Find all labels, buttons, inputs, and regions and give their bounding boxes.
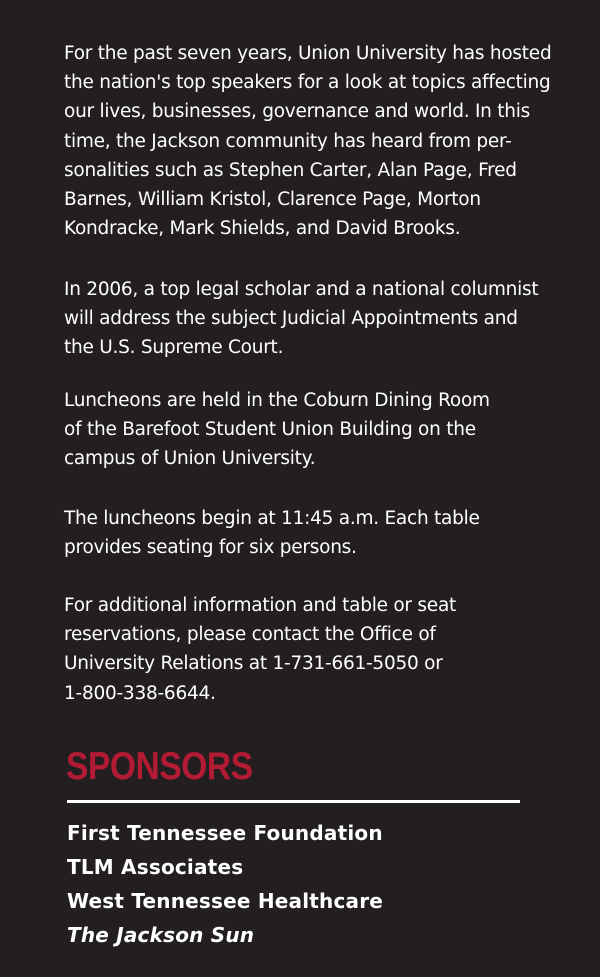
sponsor-item: First Tennessee Foundation <box>67 821 383 845</box>
paragraph-line: of the Barefoot Student Union Building on the <box>64 419 476 441</box>
sponsor-list <box>67 816 383 952</box>
paragraph-line: For the past seven years, Union University has hosted <box>64 43 552 64</box>
topic-paragraph <box>64 275 538 363</box>
paragraph-line: Barnes, William Kristol, Clarence Page, Morton <box>64 189 481 211</box>
paragraph-line: our lives, businesses, governance and world. In this <box>64 101 531 123</box>
paragraph-line: The luncheons begin at 11:45 a.m. Each table <box>64 508 480 529</box>
paragraph-line: time, the Jackson community has heard from per- <box>64 130 512 152</box>
paragraph-line: In 2006, a top legal scholar and a national columnist <box>64 279 539 300</box>
paragraph-line: the U.S. Supreme Court. <box>64 337 284 359</box>
sponsor-item: TLM Associates <box>67 855 244 879</box>
intro-paragraph <box>64 39 551 243</box>
schedule-paragraph <box>64 504 480 562</box>
location-paragraph <box>64 386 490 474</box>
sponsor-item: The Jackson Sun <box>67 923 255 947</box>
paragraph-line: campus of Union University. <box>64 448 316 470</box>
paragraph-line: University Relations at 1-731-661-5050 or <box>64 653 443 675</box>
paragraph-line: For additional information and table or seat <box>64 595 457 616</box>
paragraph-line: sonalities such as Stephen Carter, Alan Page, Fred <box>64 159 517 181</box>
paragraph-line: will address the subject Judicial Appointments and <box>64 308 518 330</box>
sponsors-heading: SPONSORS <box>66 745 253 788</box>
paragraph-line: the nation's top speakers for a look at topics affecting <box>64 72 551 94</box>
sponsor-item: West Tennessee Healthcare <box>67 889 384 913</box>
paragraph-line: provides seating for six persons. <box>64 537 357 559</box>
paragraph-line: Luncheons are held in the Coburn Dining Room <box>64 390 490 411</box>
paragraph-line: Kondracke, Mark Shields, and David Brooks. <box>64 218 461 240</box>
contact-paragraph <box>64 591 456 708</box>
paragraph-line: 1-800-338-6644. <box>64 682 216 704</box>
paragraph-line: reservations, please contact the Office of <box>64 624 436 646</box>
sponsors-divider <box>67 800 520 803</box>
